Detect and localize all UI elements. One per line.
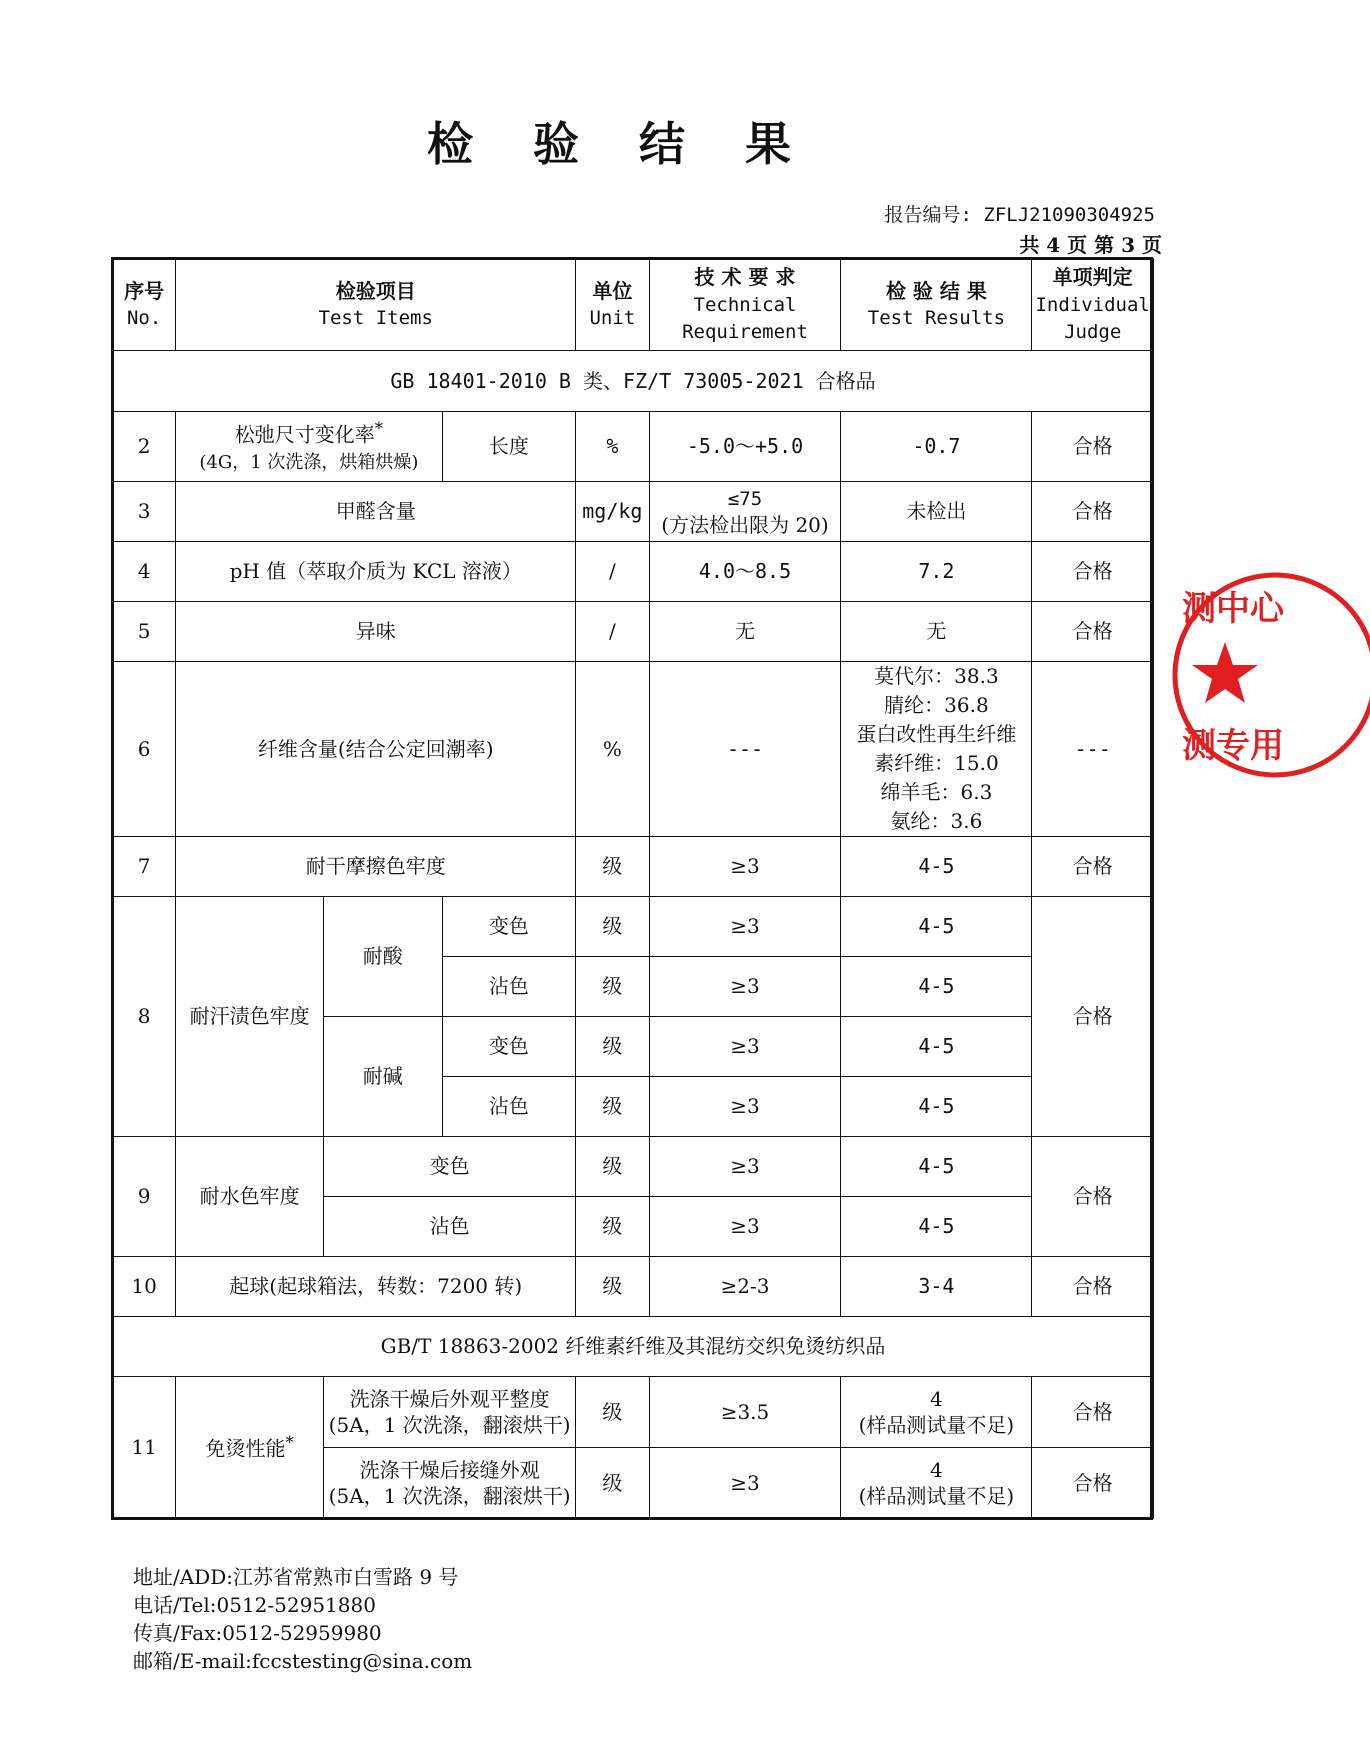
- row-judge: 合格: [1032, 1448, 1154, 1519]
- header-results: 检 验 结 果 Test Results: [841, 259, 1032, 351]
- row-item: 纤维含量(结合公定回潮率): [176, 662, 576, 837]
- row-no: 2: [113, 412, 176, 482]
- row-requirement: ---: [649, 662, 841, 837]
- table-row: [113, 1377, 1154, 1448]
- row-unit: 级: [576, 1377, 649, 1448]
- row-unit: 级: [576, 957, 649, 1017]
- row-unit: 级: [576, 1137, 649, 1197]
- row-requirement: ≥3: [649, 1197, 841, 1257]
- row-item: 耐干摩擦色牢度: [176, 837, 576, 897]
- row-no: 7: [113, 837, 176, 897]
- row-requirement: ≥3: [649, 837, 841, 897]
- footer-contact: [133, 1563, 472, 1675]
- table-row: [113, 482, 1154, 542]
- row-judge: ---: [1032, 662, 1154, 837]
- row-judge: 合格: [1032, 1257, 1154, 1317]
- row-result: 7.2: [841, 542, 1032, 602]
- row-judge: 合格: [1032, 1137, 1154, 1257]
- row-result: 无: [841, 602, 1032, 662]
- row-no: 5: [113, 602, 176, 662]
- table-row: [113, 602, 1154, 662]
- table-row: [113, 412, 1154, 482]
- row-judge: 合格: [1032, 542, 1154, 602]
- row-result: 4-5: [841, 1137, 1032, 1197]
- row-requirement: ≥3: [649, 957, 841, 1017]
- svg-text:测中心: 测中心: [1182, 589, 1284, 629]
- row-judge: 合格: [1032, 412, 1154, 482]
- seal-stamp-icon: [1170, 565, 1370, 805]
- row-result: 4-5: [841, 1077, 1032, 1137]
- row-unit: /: [576, 602, 649, 662]
- row-no: 3: [113, 482, 176, 542]
- table-row: [113, 1257, 1154, 1317]
- row-requirement: ≥3: [649, 1137, 841, 1197]
- row-subitem: 变色: [442, 897, 576, 957]
- row-no: 10: [113, 1257, 176, 1317]
- row-unit: 级: [576, 1017, 649, 1077]
- row-judge: 合格: [1032, 482, 1154, 542]
- table-row: [113, 837, 1154, 897]
- page-indicator: 共 4 页 第 3 页: [1019, 233, 1162, 257]
- table-row: [113, 897, 1154, 957]
- footer-tel: 电话/Tel:0512-52951880: [133, 1593, 376, 1617]
- header-judge: 单项判定 Individual Judge: [1032, 259, 1154, 351]
- row-result: 4-5: [841, 897, 1032, 957]
- svg-text:测专用: 测专用: [1182, 726, 1284, 766]
- row-unit: mg/kg: [576, 482, 649, 542]
- row-judge: 合格: [1032, 602, 1154, 662]
- table-row: [113, 662, 1154, 837]
- report-number: 报告编号: ZFLJ21090304925: [884, 204, 1155, 226]
- row-group-acid: 耐酸: [324, 897, 443, 1017]
- row-subitem: 沾色: [442, 1077, 576, 1137]
- section-row: [113, 1317, 1154, 1377]
- row-requirement: ≥2-3: [649, 1257, 841, 1317]
- row-subitem: 变色: [324, 1137, 576, 1197]
- section-standard-2: GB/T 18863-2002 纤维素纤维及其混纺交织免烫纺织品: [113, 1317, 1154, 1377]
- row-item: 甲醛含量: [176, 482, 576, 542]
- row-result: 4-5: [841, 1197, 1032, 1257]
- row-requirement: ≤75 (方法检出限为 20): [649, 482, 841, 542]
- row-unit: 级: [576, 1448, 649, 1519]
- row-subitem: 洗涤干燥后外观平整度 (5A，1 次洗涤，翻滚烘干): [324, 1377, 576, 1448]
- row-unit: 级: [576, 897, 649, 957]
- row-subitem: 沾色: [324, 1197, 576, 1257]
- header-row: [113, 259, 1154, 351]
- row-subitem: 沾色: [442, 957, 576, 1017]
- row-unit: %: [576, 412, 649, 482]
- row-item: 免烫性能*: [176, 1377, 324, 1519]
- row-judge: 合格: [1032, 897, 1154, 1137]
- row-requirement: ≥3: [649, 1077, 841, 1137]
- page-title: 检 验 结 果: [426, 117, 814, 171]
- row-unit: /: [576, 542, 649, 602]
- footer-email: 邮箱/E-mail:fccstesting@sina.com: [133, 1649, 473, 1673]
- row-item: 异味: [176, 602, 576, 662]
- row-requirement: ≥3: [649, 1448, 841, 1519]
- row-result: 4 (样品测试量不足): [841, 1448, 1032, 1519]
- row-requirement: 无: [649, 602, 841, 662]
- row-result: 莫代尔：38.3 腈纶：36.8 蛋白改性再生纤维 素纤维：15.0 绵羊毛：6.3 氨纶：3.6: [841, 662, 1032, 837]
- row-unit: 级: [576, 837, 649, 897]
- row-judge: 合格: [1032, 837, 1154, 897]
- footer-address: 地址/ADD:江苏省常熟市白雪路 9 号: [133, 1565, 459, 1589]
- row-requirement: -5.0～+5.0: [649, 412, 841, 482]
- row-result: 4 (样品测试量不足): [841, 1377, 1032, 1448]
- row-item: 松弛尺寸变化率* (4G，1 次洗涤，烘箱烘燥): [176, 412, 442, 482]
- row-requirement: ≥3: [649, 897, 841, 957]
- row-no: 9: [113, 1137, 176, 1257]
- section-standard-1: GB 18401-2010 B 类、FZ/T 73005-2021 合格品: [113, 351, 1154, 412]
- row-item: 耐水色牢度: [176, 1137, 324, 1257]
- row-requirement: ≥3.5: [649, 1377, 841, 1448]
- row-result: 3-4: [841, 1257, 1032, 1317]
- header-items: 检验项目 Test Items: [176, 259, 576, 351]
- header-no: 序号 No.: [113, 259, 176, 351]
- row-no: 6: [113, 662, 176, 837]
- row-judge: 合格: [1032, 1377, 1154, 1448]
- row-result: 4-5: [841, 1017, 1032, 1077]
- header-unit: 单位 Unit: [576, 259, 649, 351]
- row-item: 耐汗渍色牢度: [176, 897, 324, 1137]
- row-subitem: 洗涤干燥后接缝外观 (5A，1 次洗涤，翻滚烘干): [324, 1448, 576, 1519]
- row-unit: %: [576, 662, 649, 837]
- row-result: 4-5: [841, 837, 1032, 897]
- table-row: [113, 542, 1154, 602]
- row-group-alkali: 耐碱: [324, 1017, 443, 1137]
- row-requirement: ≥3: [649, 1017, 841, 1077]
- row-item: pH 值（萃取介质为 KCL 溶液）: [176, 542, 576, 602]
- row-result: 未检出: [841, 482, 1032, 542]
- section-row: [113, 351, 1154, 412]
- row-unit: 级: [576, 1257, 649, 1317]
- row-subitem: 变色: [442, 1017, 576, 1077]
- footer-fax: 传真/Fax:0512-52959980: [133, 1621, 382, 1645]
- row-unit: 级: [576, 1197, 649, 1257]
- row-item: 起球(起球箱法，转数：7200 转): [176, 1257, 576, 1317]
- row-no: 4: [113, 542, 176, 602]
- results-table: [112, 258, 1154, 1519]
- row-requirement: 4.0～8.5: [649, 542, 841, 602]
- row-result: 4-5: [841, 957, 1032, 1017]
- row-subitem: 长度: [442, 412, 576, 482]
- table-row: [113, 1137, 1154, 1197]
- row-no: 8: [113, 897, 176, 1137]
- row-no: 11: [113, 1377, 176, 1519]
- row-result: -0.7: [841, 412, 1032, 482]
- row-unit: 级: [576, 1077, 649, 1137]
- header-requirement: 技 术 要 求 Technical Requirement: [649, 259, 841, 351]
